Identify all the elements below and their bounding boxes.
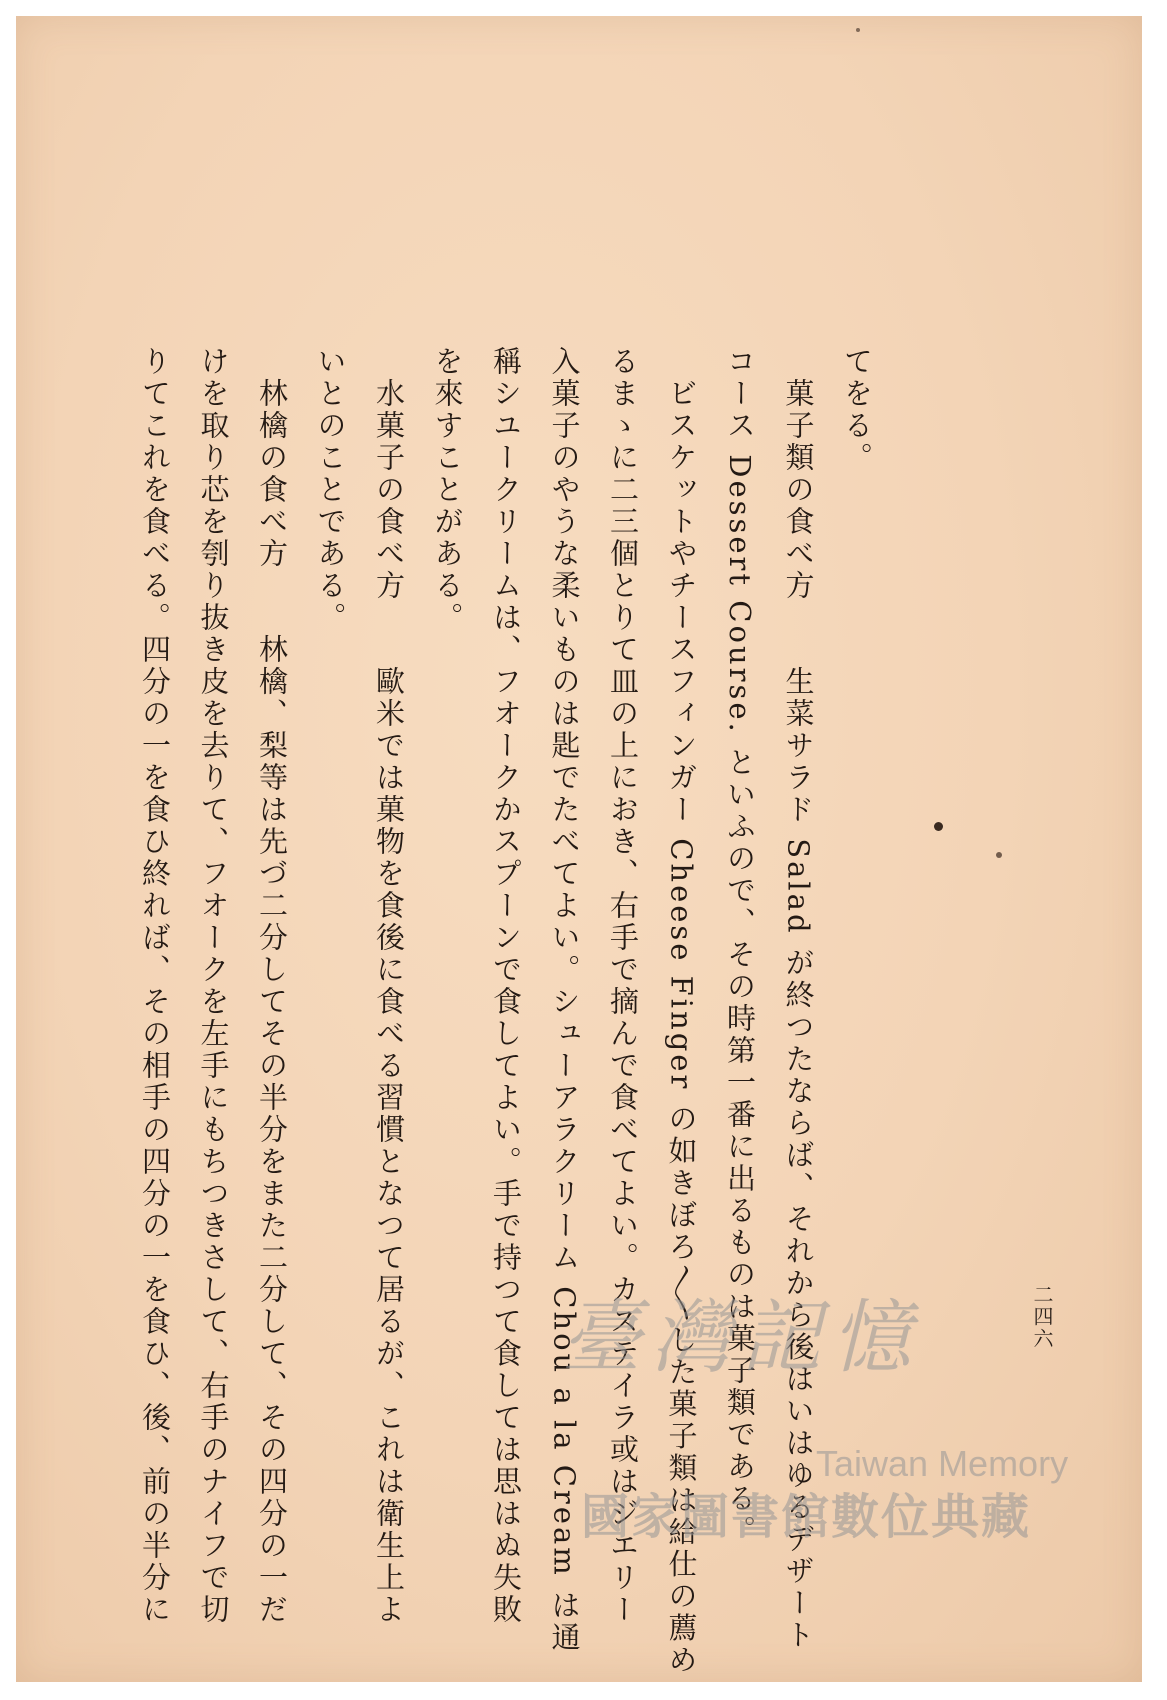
ink-spot (934, 822, 943, 831)
text-line: りてこれを食べる。四分の一を食ひ終れば、その相手の四分の一を食ひ、後、前の半分に (138, 346, 172, 1626)
text-line: てをる。 (840, 346, 874, 474)
text-line: けを取り芯を刳り抜き皮を去りて、フオークを左手にもちつきさして、右手のナイフで切 (196, 346, 231, 1626)
text-line: 水菓子の食べ方 歐米では菓物を食後に食べる習慣となつて居るが、これは衛生上よ (372, 346, 406, 1626)
text-line: コース Dessert Course. といふので、その時第一番に出るものは菓子類である。 (723, 346, 757, 1547)
ink-spot (996, 852, 1002, 858)
watermark-english: Taiwan Memory (816, 1443, 1069, 1484)
library-watermark (561, 1291, 1121, 1545)
watermark-seal: 臺灣記憶 (561, 1291, 921, 1384)
text-line: 稱シユークリームは、フオークかスプーンで食してよい。手で持つて食しては思はぬ失敗 (489, 346, 523, 1626)
text-line: いとのことである。 (313, 346, 348, 634)
ink-spot (856, 28, 860, 32)
text-line: ビスケットやチースフィンガー Cheese Finger の如きぼろ〳〵した菓子類は給仕の薦め (664, 346, 699, 1677)
text-line: るまゝに二三個とりて皿の上におき、右手で摘んで食べてよい。カステイラ或はジエリー (606, 346, 640, 1626)
text-line: 林檎の食べ方 林檎、梨等は先づ二分してその半分をまた二分して、その四分の一だ (255, 346, 289, 1626)
text-line: 入菓子のやうな柔いものは匙でたべてよい。シューアラクリーム Chou a la Cream は通 (547, 346, 582, 1654)
page-number: 二四六 (1030, 1284, 1054, 1350)
text-line: を來すことがある。 (430, 346, 465, 634)
text-line: 菓子類の食べ方 生菜サラド Salad が終つたならば、それから後はいはゆるデザート (781, 346, 816, 1652)
watermark-chinese: 國家圖書館數位典藏 (581, 1489, 1032, 1545)
book-page (16, 16, 1142, 1682)
